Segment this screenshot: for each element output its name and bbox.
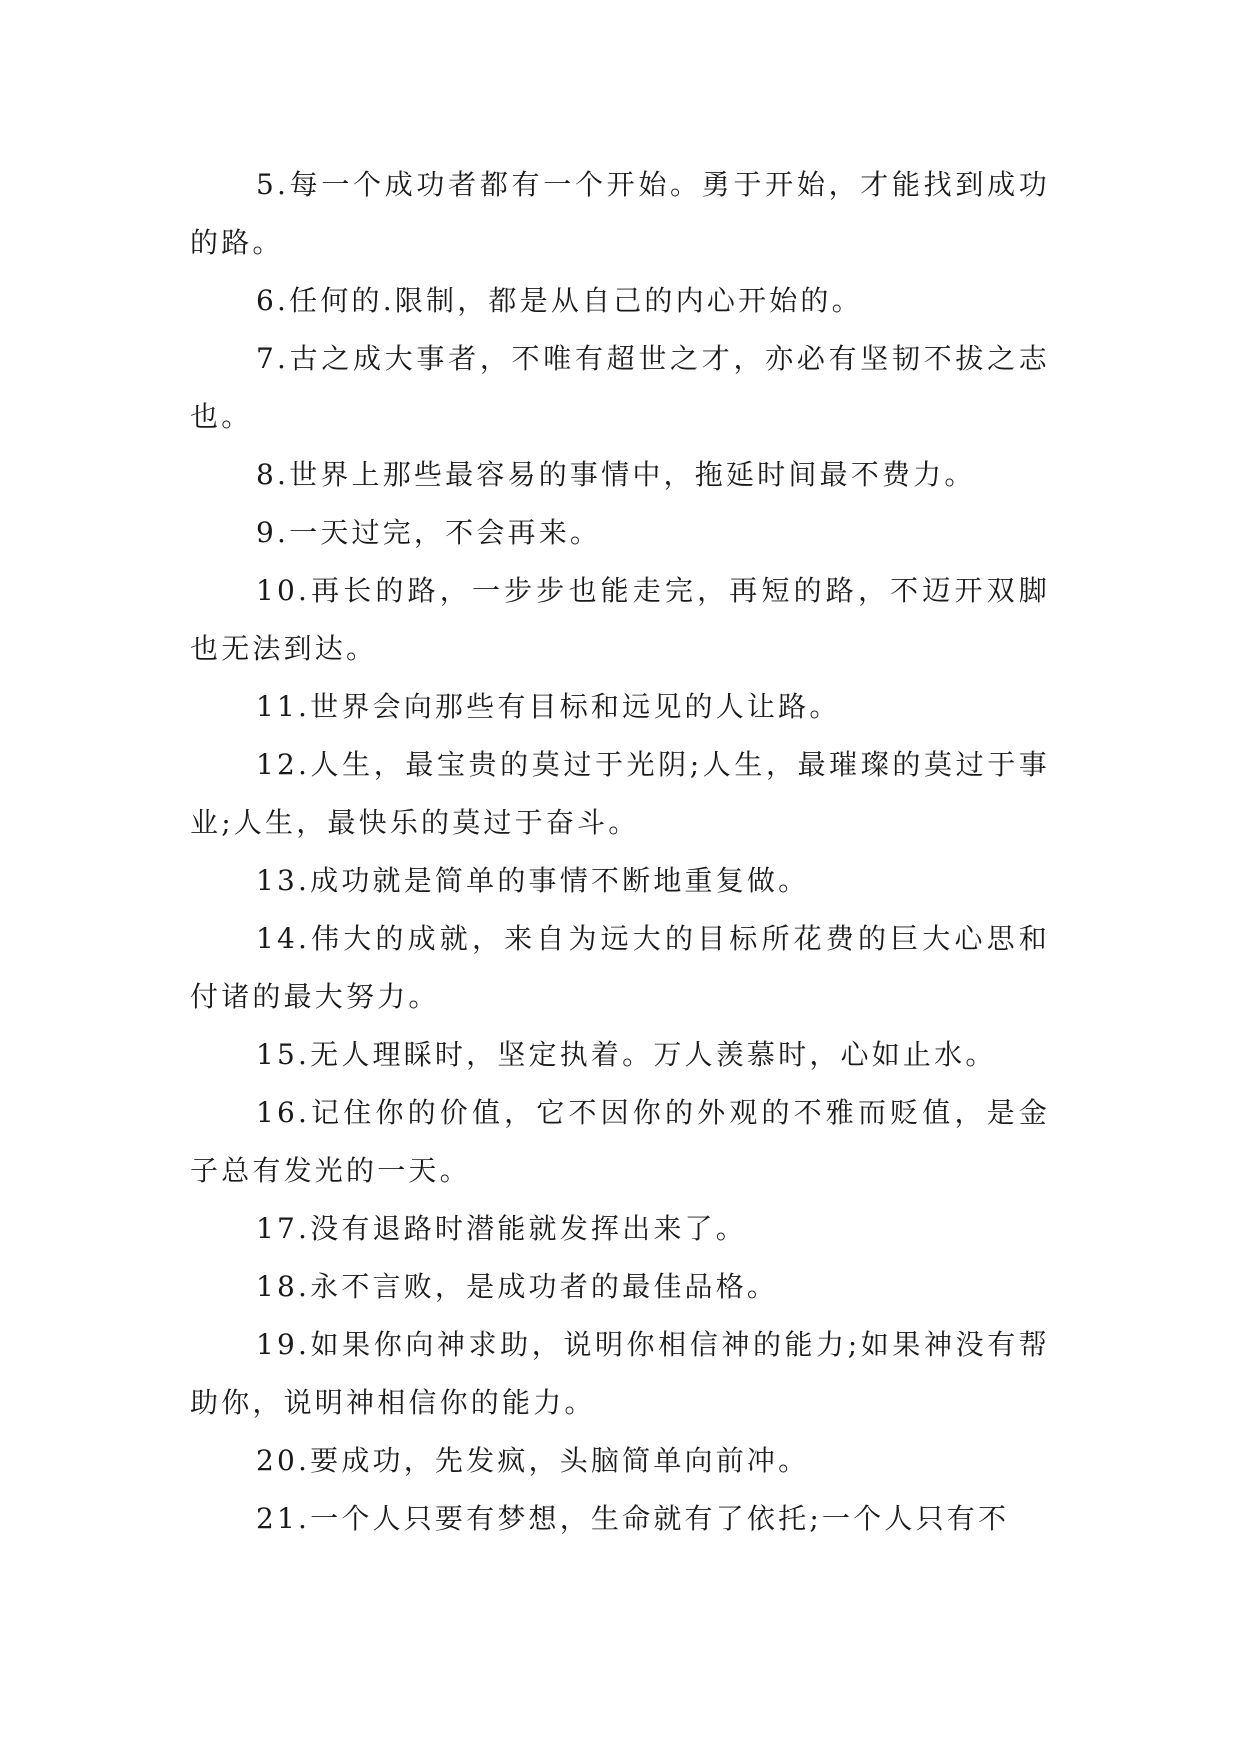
- document-body: [190, 156, 1050, 1548]
- paragraph-21: 21.一个人只要有梦想，生命就有了依托;一个人只有不: [256, 1502, 1010, 1535]
- paragraph-18: 18.永不言败，是成功者的最佳品格。: [256, 1270, 779, 1303]
- paragraph-11: 11.世界会向那些有目标和远见的人让路。: [256, 690, 841, 723]
- paragraph-5: 5.每一个成功者都有一个开始。勇于开始，才能找到成功的路。: [190, 168, 1050, 259]
- paragraph-15: 15.无人理睬时，坚定执着。万人羡慕时，心如止水。: [256, 1038, 997, 1071]
- paragraph-12: 12.人生，最宝贵的莫过于光阴;人生，最璀璨的莫过于事业;人生，最快乐的莫过于奋斗。: [190, 748, 1050, 839]
- paragraph-10: 10.再长的路，一步步也能走完，再短的路，不迈开双脚也无法到达。: [190, 574, 1050, 665]
- paragraph-6: 6.任何的.限制，都是从自己的内心开始的。: [256, 284, 863, 317]
- paragraph-9: 9.一天过完，不会再来。: [256, 516, 602, 549]
- paragraph-14: 14.伟大的成就，来自为远大的目标所花费的巨大心思和付诸的最大努力。: [190, 922, 1050, 1013]
- paragraph-20: 20.要成功，先发疯，头脑简单向前冲。: [256, 1444, 810, 1477]
- paragraph-19: 19.如果你向神求助，说明你相信神的能力;如果神没有帮助你，说明神相信你的能力。: [190, 1328, 1050, 1419]
- paragraph-13: 13.成功就是简单的事情不断地重复做。: [256, 864, 810, 897]
- paragraph-7: 7.古之成大事者，不唯有超世之才，亦必有坚韧不拔之志也。: [190, 342, 1050, 433]
- paragraph-8: 8.世界上那些最容易的事情中，拖延时间最不费力。: [256, 458, 976, 491]
- paragraph-16: 16.记住你的价值，它不因你的外观的不雅而贬值，是金子总有发光的一天。: [190, 1096, 1050, 1187]
- paragraph-17: 17.没有退路时潜能就发挥出来了。: [256, 1212, 747, 1245]
